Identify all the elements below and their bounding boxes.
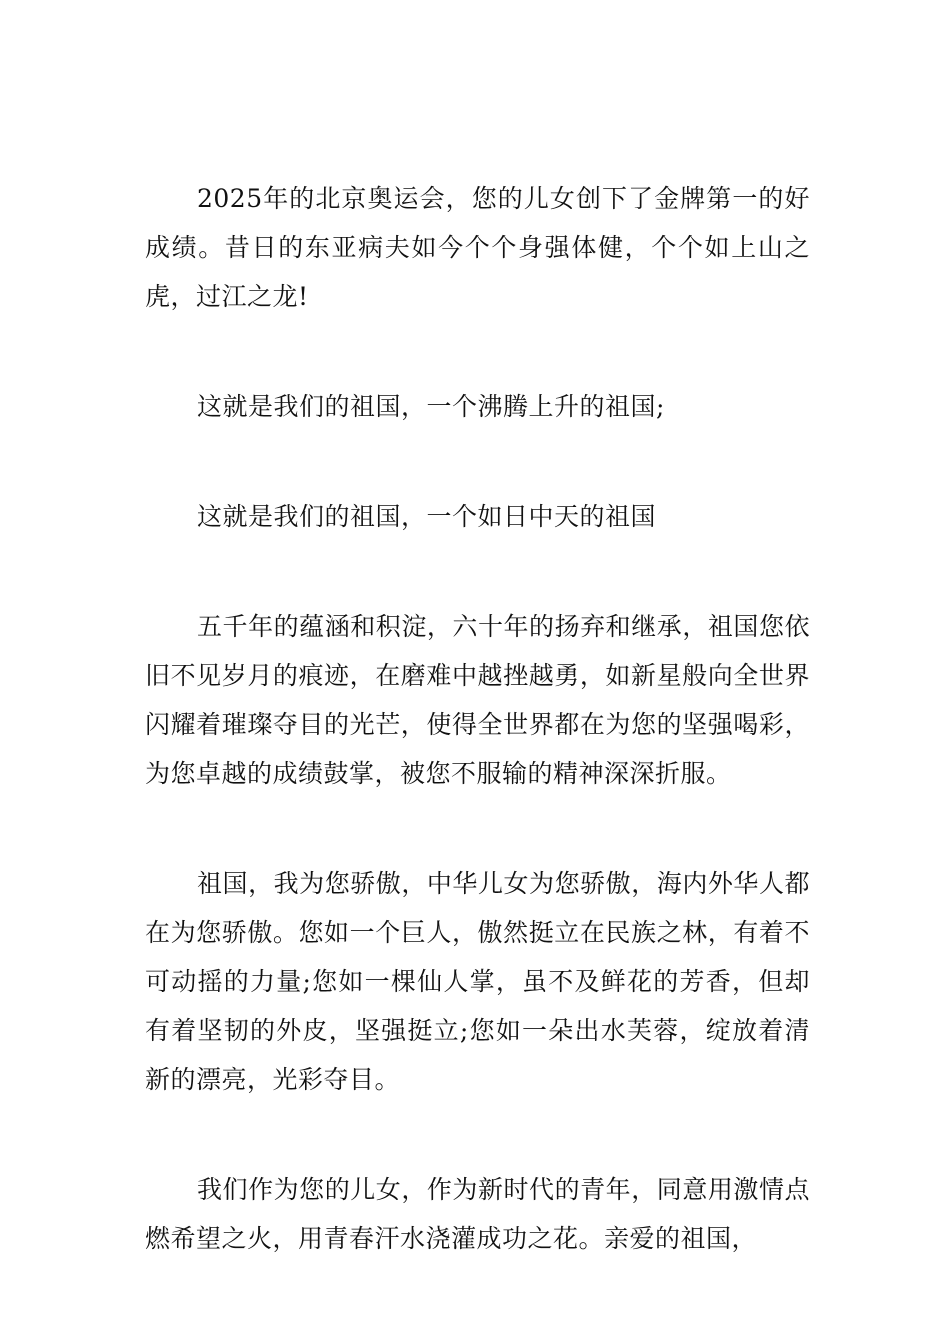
paragraph-proud: 祖国，我为您骄傲，中华儿女为您骄傲，海内外华人都在为您骄傲。您如一个巨人，傲然挺立在民族之林，有着不可动摇的力量;您如一棵仙人掌，虽不及鲜花的芳香，但却有着坚韧的外皮，坚强挺立;您如一朵出水芙蓉，绽放着清新的漂亮，光彩夺目。	[145, 869, 810, 1094]
paragraph-youth: 我们作为您的儿女，作为新时代的青年，同意用激情点燃希望之火，用青春汗水浇灌成功之花。亲爱的祖国，	[145, 1175, 810, 1253]
paragraph-five-thousand-years: 五千年的蕴涵和积淀，六十年的扬弃和继承，祖国您依旧不见岁月的痕迹，在磨难中越挫越勇，如新星般向全世界闪耀着璀璨夺目的光芒，使得全世界都在为您的坚强喝彩，为您卓越的成绩鼓掌，被您不服输的精神深深折服。	[145, 612, 810, 788]
paragraph-olympics: 2025年的北京奥运会，您的儿女创下了金牌第一的好成绩。昔日的东亚病夫如今个个身强体健，个个如上山之虎，过江之龙!	[145, 184, 810, 311]
paragraph-midday-motherland: 这就是我们的祖国，一个如日中天的祖国	[197, 502, 657, 531]
document-body	[145, 174, 810, 1324]
paragraph-rising-motherland: 这就是我们的祖国，一个沸腾上升的祖国;	[197, 392, 665, 421]
